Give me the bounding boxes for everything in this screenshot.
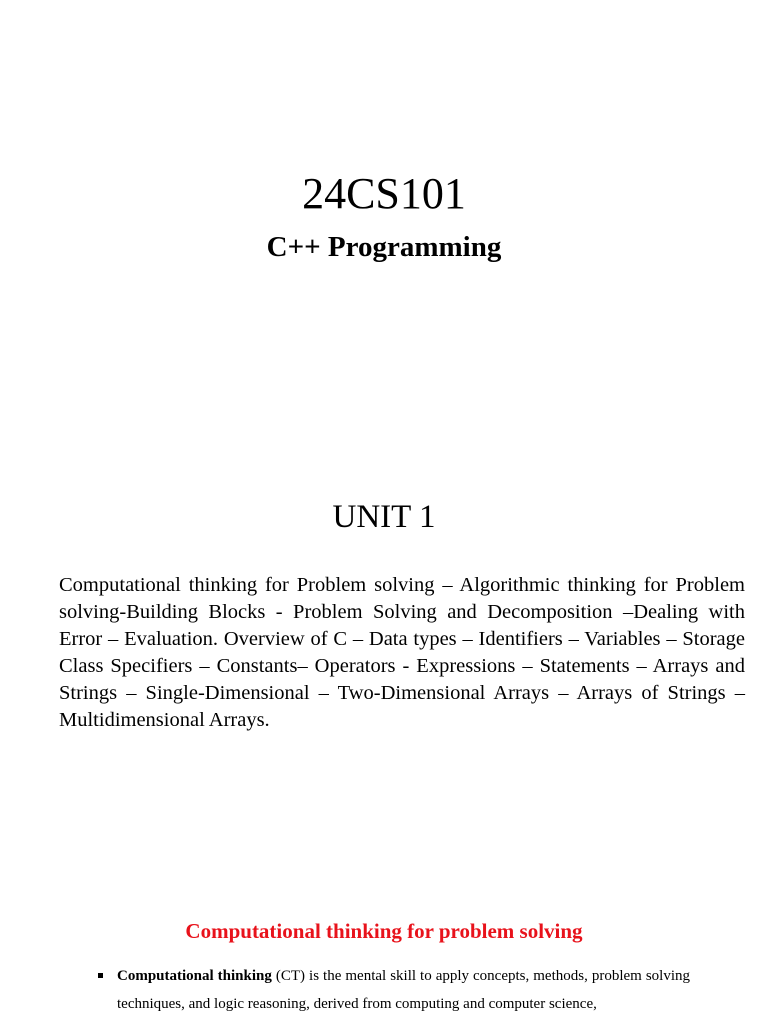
section-heading: Computational thinking for problem solving xyxy=(185,919,583,943)
square-bullet-icon xyxy=(98,973,103,978)
bullet-term: Computational thinking xyxy=(117,968,272,984)
list-item xyxy=(117,962,690,1018)
bullet-list xyxy=(0,962,768,1018)
syllabus-paragraph: Computational thinking for Problem solving – Algorithmic thinking for Problem solving-Building Blocks - Problem Solving and Decomposition –Dealing with Error – Evaluation. Overview of C – Data types – Identifiers – Variables – Storage Class Specifiers – Constants– Operators - Expressions – Statements – Arrays and Strings – Single-Dimensional – Two-Dimensional Arrays – Arrays of Strings – Multidimensional Arrays. xyxy=(59,574,745,731)
bullet-text: (CT) is the mental skill to apply concepts, methods, problem solving techniques, and logic reasoning, derived from computing and computer science, xyxy=(117,968,690,1012)
unit-heading: UNIT 1 xyxy=(332,499,436,535)
course-title: C++ Programming xyxy=(266,231,502,263)
course-code: 24CS101 xyxy=(302,169,466,218)
